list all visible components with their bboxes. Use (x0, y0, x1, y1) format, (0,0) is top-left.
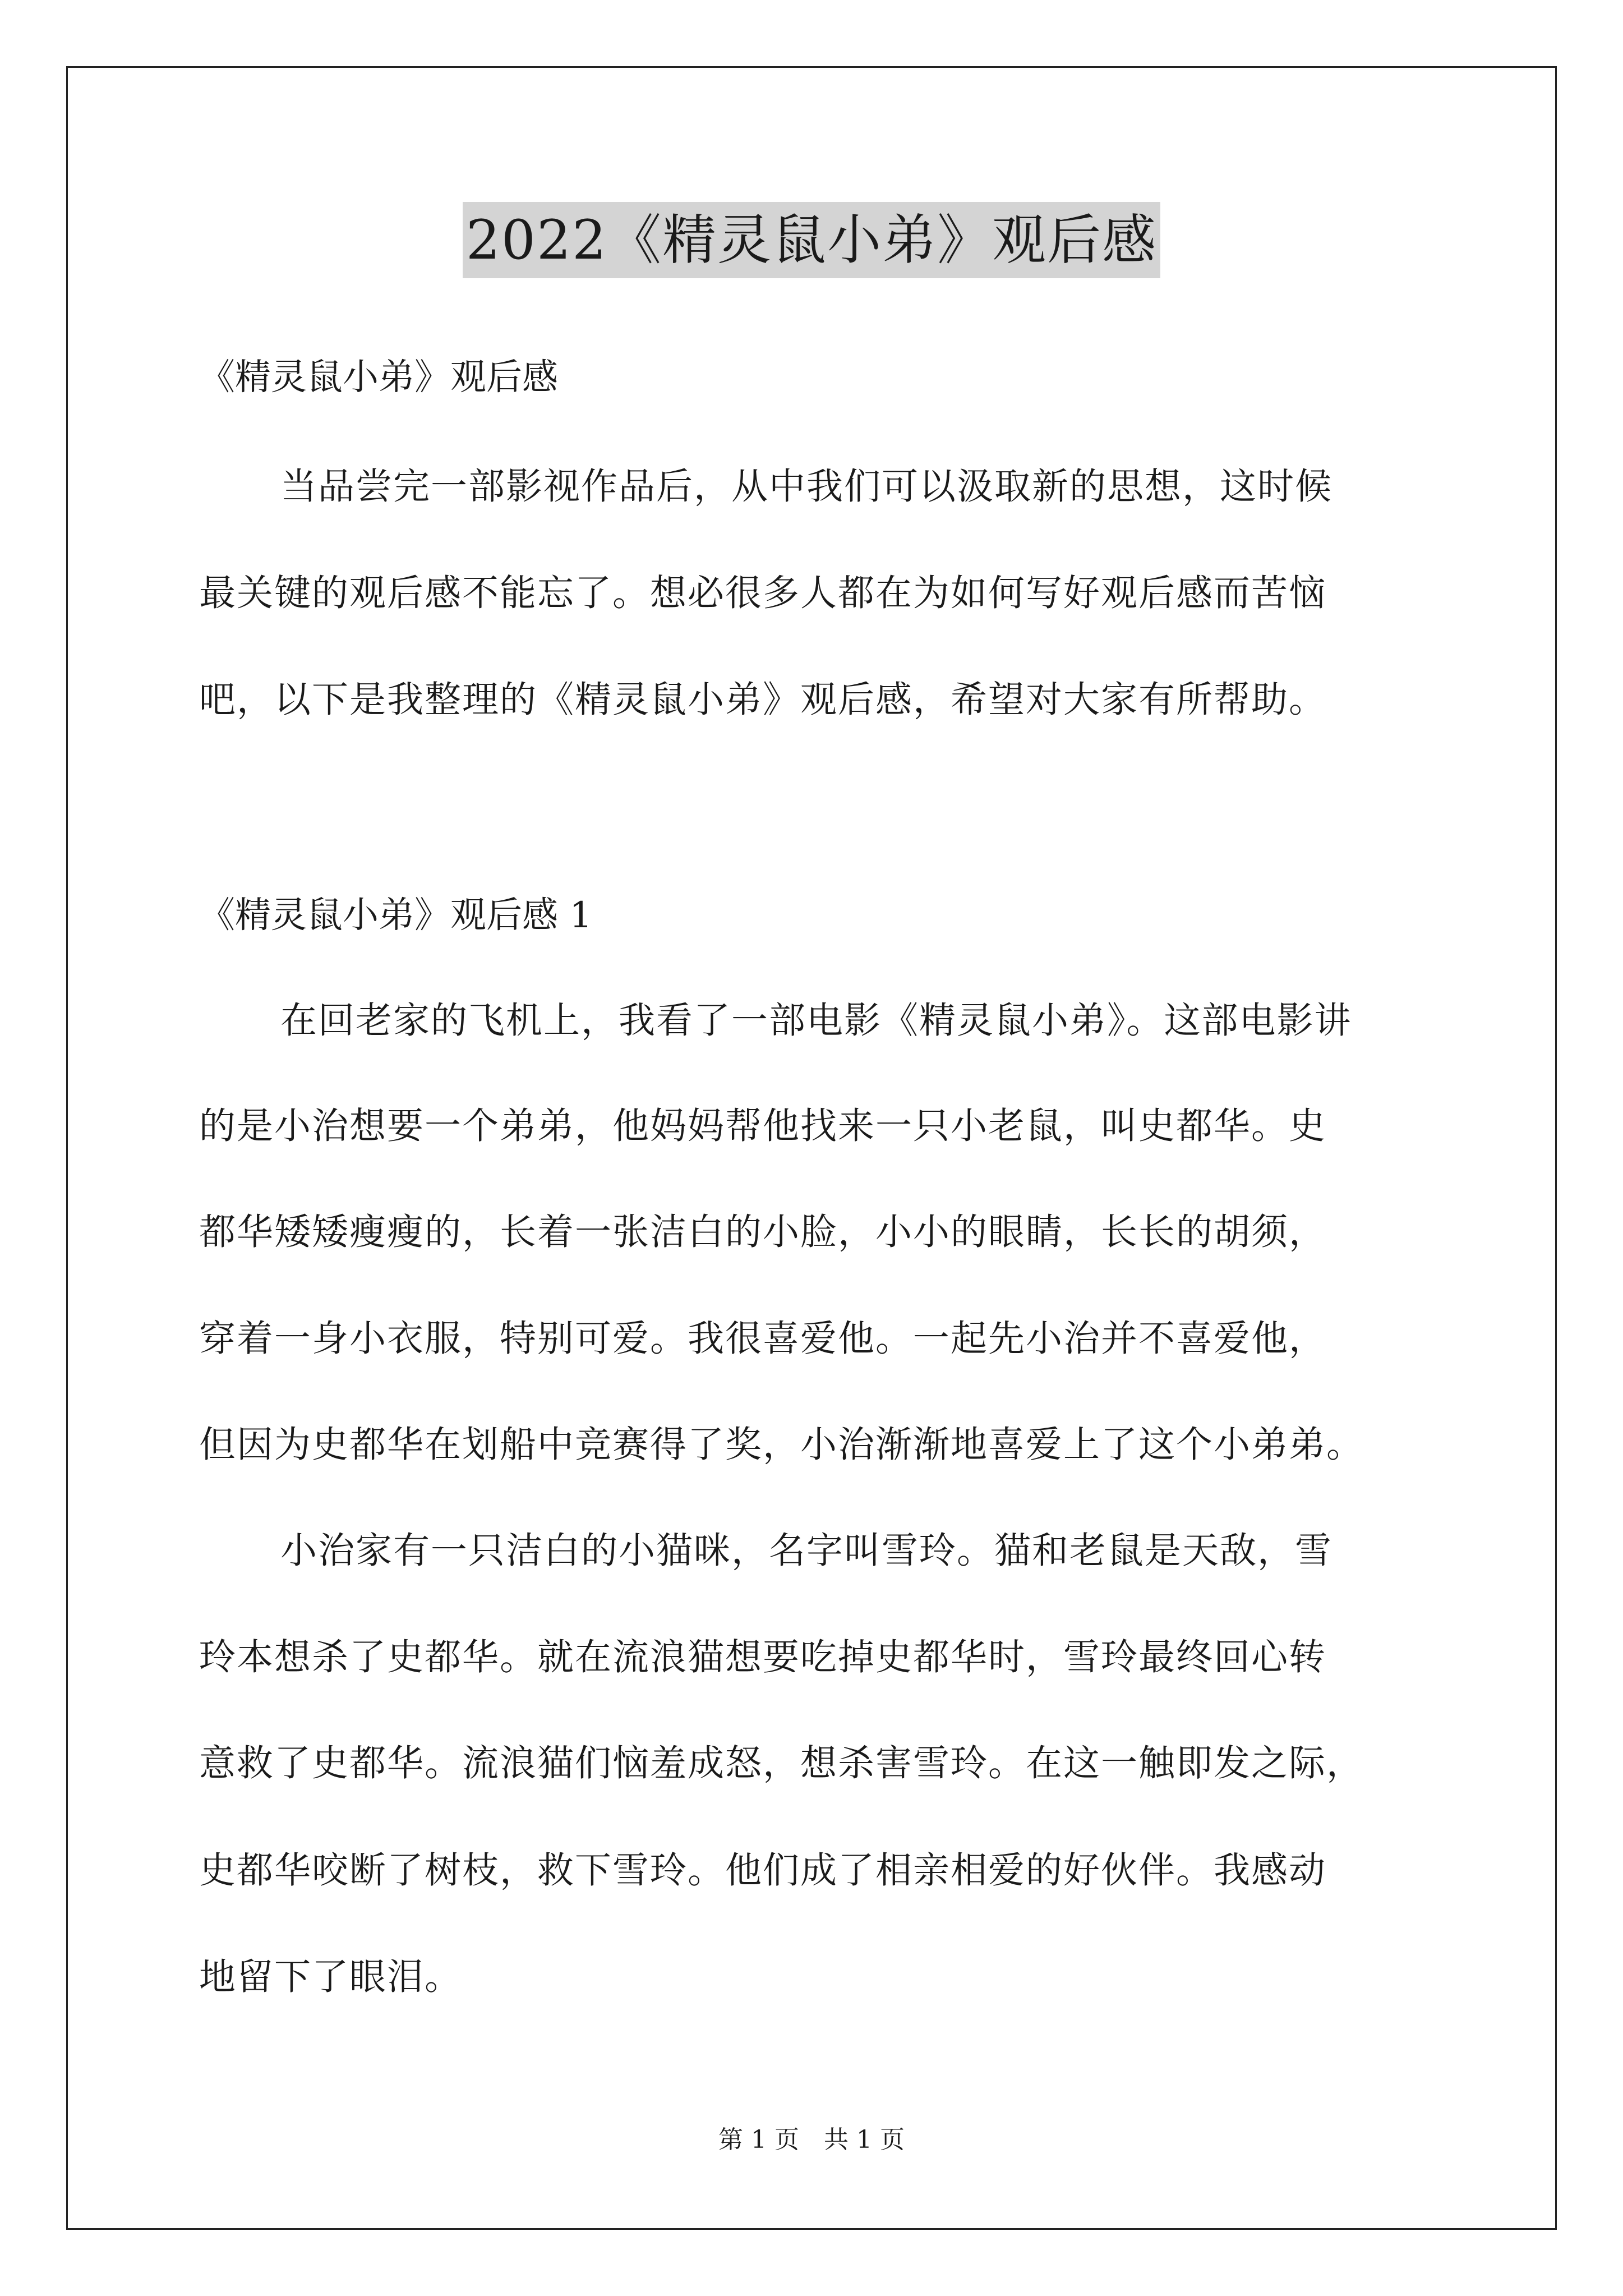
intro-line: 最关键的观后感不能忘了。想必很多人都在为如何写好观后感而苦恼 (199, 572, 1327, 614)
paragraph-line: 都华矮矮瘦瘦的，长着一张洁白的小脸，小小的眼睛，长长的胡须， (199, 1211, 1327, 1253)
paragraph-line: 但因为史都华在划船中竞赛得了奖，小治渐渐地喜爱上了这个小弟弟。 (199, 1424, 1364, 1466)
intro-line: 吧，以下是我整理的《精灵鼠小弟》观后感，希望对大家有所帮助。 (199, 679, 1327, 721)
intro-line: 当品尝完一部影视作品后，从中我们可以汲取新的思想，这时候 (280, 466, 1333, 508)
paragraph-line: 地留下了眼泪。 (199, 1956, 463, 1998)
paragraph-line: 意救了史都华。流浪猫们恼羞成怒，想杀害雪玲。在这一触即发之际， (199, 1742, 1364, 1784)
page-footer: 第 1 页 共 1 页 (718, 2125, 905, 2154)
paragraph-line: 史都华咬断了树枝，救下雪玲。他们成了相亲相爱的好伙伴。我感动 (199, 1849, 1327, 1892)
paragraph-line: 玲本想杀了史都华。就在流浪猫想要吃掉史都华时，雪玲最终回心转 (199, 1636, 1327, 1678)
paragraph-line: 在回老家的飞机上，我看了一部电影《精灵鼠小弟》。这部电影讲 (280, 1000, 1352, 1042)
title-container (0, 202, 1623, 278)
paragraph-line: 小治家有一只洁白的小猫咪，名字叫雪玲。猫和老鼠是天敌，雪 (280, 1530, 1333, 1572)
paragraph-line: 的是小治想要一个弟弟，他妈妈帮他找来一只小老鼠，叫史都华。史 (199, 1105, 1327, 1147)
section-heading: 《精灵鼠小弟》观后感 1 (199, 895, 593, 936)
document-title: 2022《精灵鼠小弟》观后感 (463, 202, 1160, 278)
paragraph-line: 穿着一身小衣服，特别可爱。我很喜爱他。一起先小治并不喜爱他， (199, 1318, 1327, 1360)
intro-heading: 《精灵鼠小弟》观后感 (199, 357, 558, 398)
